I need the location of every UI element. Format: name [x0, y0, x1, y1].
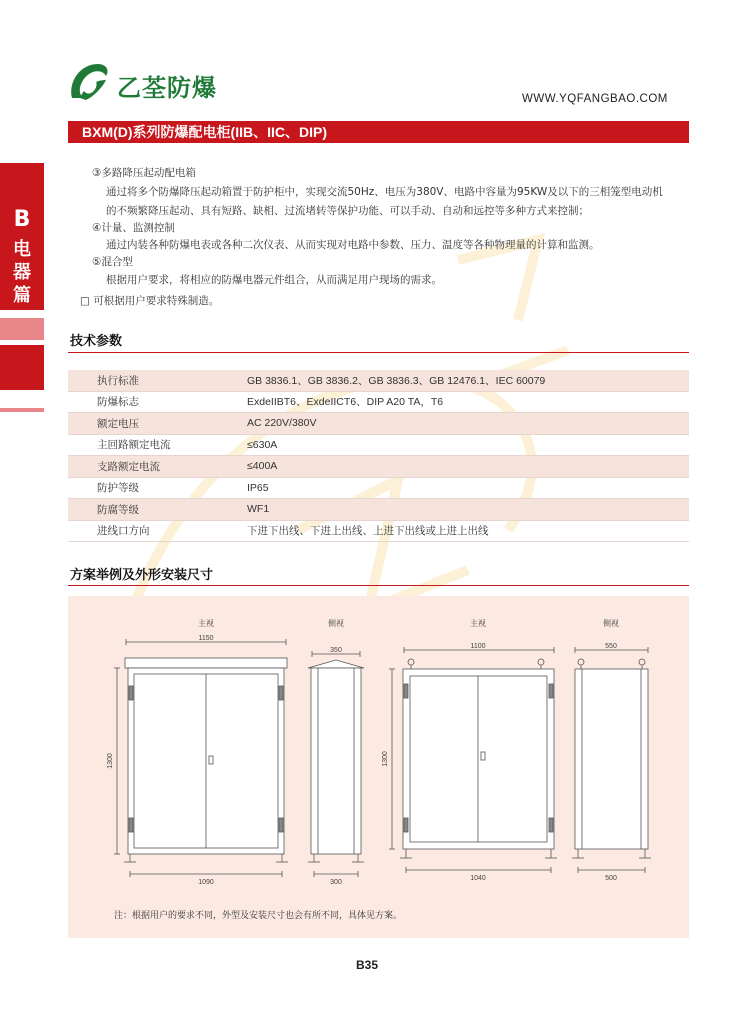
table-row — [68, 499, 689, 521]
title-bar — [68, 121, 689, 143]
param-value: ExdeIIBT6、ExdeIICT6、DIP A20 TA，T6 — [247, 391, 689, 413]
section-side-tab — [0, 163, 44, 310]
intro-heading: ⑤混合型 — [92, 256, 133, 268]
side-tab-char: 电 — [13, 239, 31, 260]
param-value: IP65 — [247, 477, 689, 499]
left-height-dim: 1300 — [107, 753, 114, 769]
param-value: 下进下出线、下进上出线、上进下出线或上进上出线 — [247, 520, 689, 542]
side-decor-bar — [0, 345, 44, 390]
intro-text: 通过内装各种防爆电表或各种二次仪表、从而实现对电路中参数、压力、温度等各种物理量的计算和监测。 — [106, 239, 600, 251]
intro-text: 根据用户要求，将相应的防爆电器元件组合，从而满足用户现场的需求。 — [106, 274, 442, 286]
param-value: ≤630A — [247, 434, 689, 456]
param-value: AC 220V/380V — [247, 413, 689, 435]
param-value: GB 3836.1、GB 3836.2、GB 3836.3、GB 12476.1、IEC 60079 — [247, 370, 689, 391]
table-row — [68, 477, 689, 499]
product-title: BXM(D)系列防爆配电柜(IIB、IIC、DIP) — [82, 124, 327, 140]
table-row — [68, 391, 689, 413]
left-front-width-dim: 1150 — [198, 635, 214, 642]
section-divider — [68, 352, 689, 353]
page-number: B35 — [356, 958, 379, 972]
drawing-note: 注：根据用户的要求不同，外型及安装尺寸也会有所不同，具体见方案。 — [114, 911, 403, 921]
right-front-view-label: 主视 — [470, 619, 486, 628]
table-row — [68, 520, 689, 542]
drawing-panel — [68, 596, 689, 938]
brand-name: 乙荃防爆 — [117, 74, 217, 102]
left-side-view-label: 侧视 — [328, 619, 344, 628]
yq-logo-icon — [66, 58, 112, 104]
side-decor-bar — [0, 318, 44, 340]
param-key: 防腐等级 — [68, 499, 247, 521]
right-side-base-dim: 500 — [605, 875, 617, 882]
left-side-base-dim: 300 — [330, 879, 342, 886]
side-tab-char: 篇 — [13, 285, 31, 306]
table-row — [68, 370, 689, 391]
tech-params-title: 技术参数 — [70, 334, 123, 349]
left-front-view-label: 主视 — [198, 619, 214, 628]
intro-heading: ④计量、监测控制 — [92, 222, 175, 234]
intro-heading: ③多路降压起动配电箱 — [92, 167, 196, 179]
intro-text: 通过将多个防爆降压起动箱置于防护柜中，实现交流50Hz、电压为380V、电路中容量为95KW及以下的三相笼型电动机 — [106, 186, 663, 198]
right-side-width-dim: 550 — [605, 643, 617, 650]
table-row — [68, 413, 689, 435]
cabinet-drawings — [68, 596, 689, 938]
param-key: 防护等级 — [68, 477, 247, 499]
side-tab-letter: B — [13, 207, 31, 232]
side-decor-bar — [0, 408, 44, 412]
param-key: 防爆标志 — [68, 391, 247, 413]
param-key: 进线口方向 — [68, 520, 247, 542]
table-row — [68, 456, 689, 478]
param-key: 支路额定电流 — [68, 456, 247, 478]
left-side-width-dim: 350 — [330, 647, 342, 654]
param-key: 主回路额定电流 — [68, 434, 247, 456]
section-divider — [68, 585, 689, 586]
intro-text: 的不频繁降压起动、具有短路、缺相、过流堵转等保护功能、可以手动、自动和远控等多种方式来控制； — [106, 205, 589, 217]
param-value: ≤400A — [247, 456, 689, 478]
param-key: 执行标准 — [68, 370, 247, 391]
param-value: WF1 — [247, 499, 689, 521]
website-url[interactable]: WWW.YQFANGBAO.COM — [522, 93, 668, 105]
param-key: 额定电压 — [68, 413, 247, 435]
drawings-title: 方案举例及外形安装尺寸 — [70, 568, 214, 583]
left-front-base-dim: 1090 — [198, 879, 214, 886]
custom-note: □ 可根据用户要求特殊制造。 — [80, 295, 220, 307]
side-tab-char: 器 — [13, 262, 31, 283]
right-height-dim: 1300 — [382, 751, 389, 767]
table-row — [68, 434, 689, 456]
right-front-width-dim: 1100 — [470, 643, 486, 650]
right-front-base-dim: 1040 — [470, 875, 486, 882]
tech-params-table — [68, 370, 689, 542]
right-side-view-label: 侧视 — [603, 619, 619, 628]
